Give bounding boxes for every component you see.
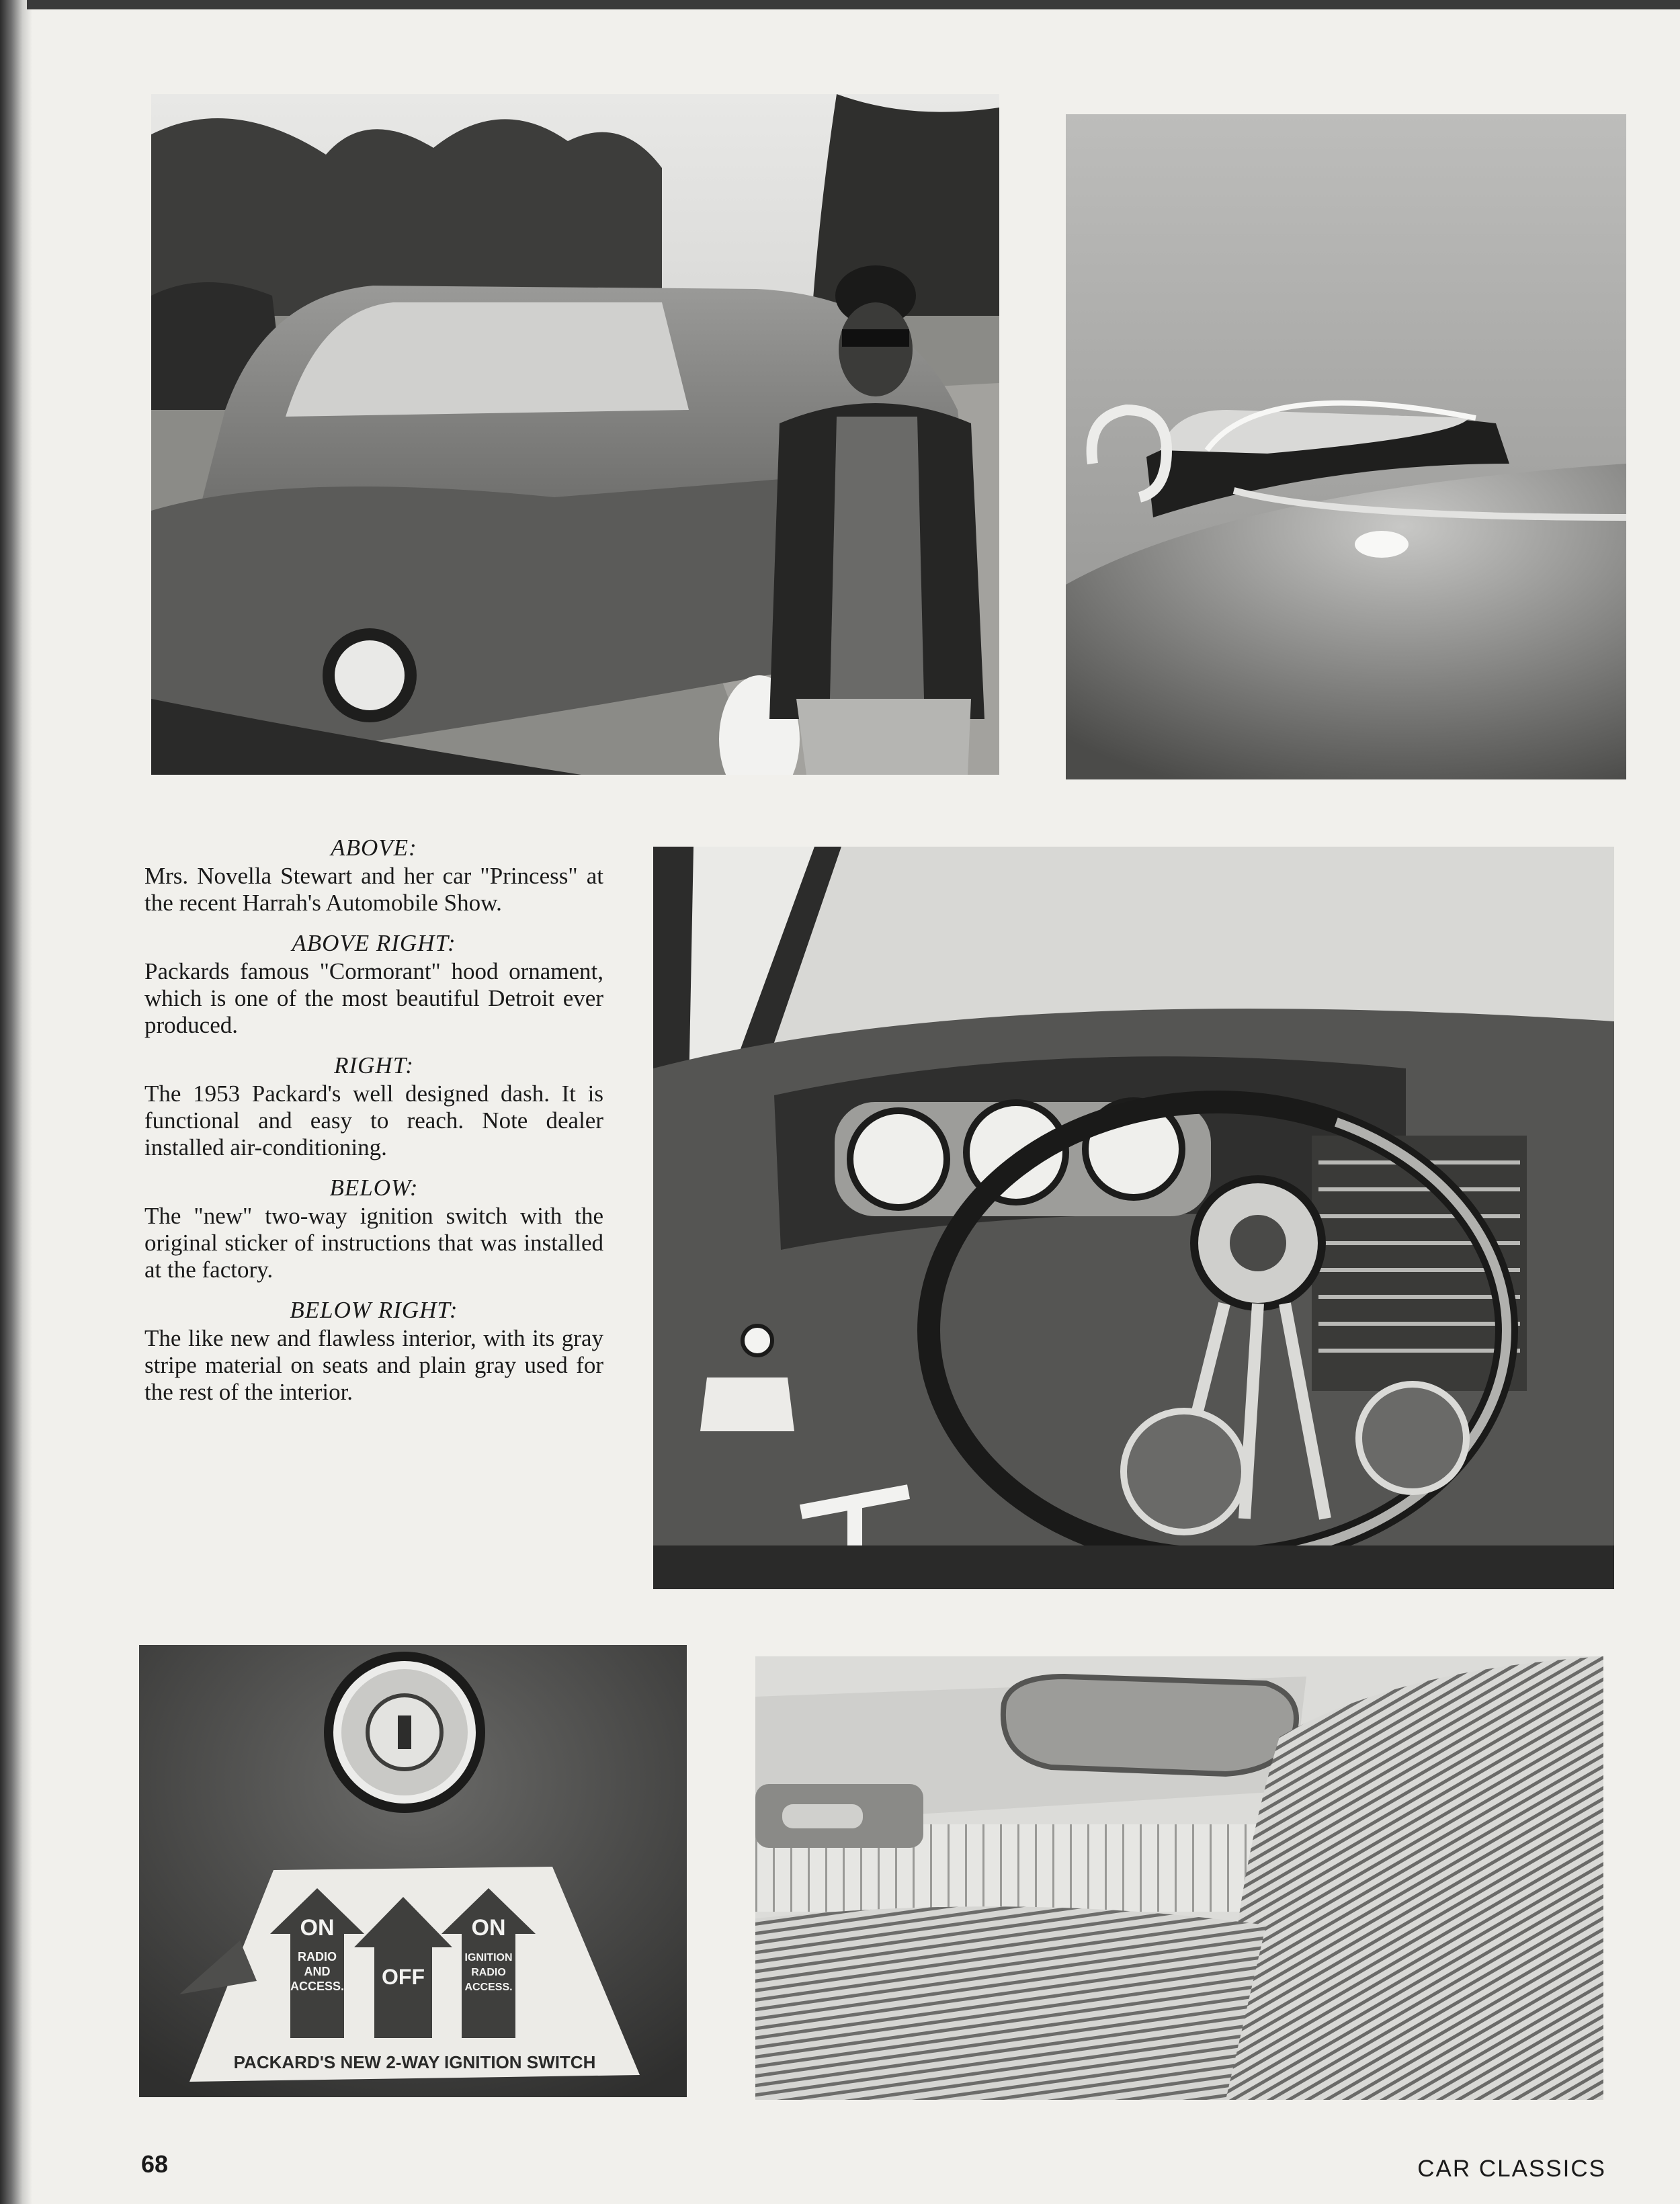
caption-below [144,1175,603,1283]
sticker-right-sub3: ACCESS. [464,1982,513,1993]
caption-text: Mrs. Novella Stewart and her car "Princess" at the recent Harrah's Automobile Show. [144,863,603,916]
caption-heading: ABOVE RIGHT: [292,930,456,956]
photo-1953-packard-dash [653,847,1614,1589]
caption-right [144,1052,603,1161]
page-number: 68 [141,2150,169,2178]
caption-text: The like new and flawless interior, with its gray stripe material on seats and plain gray used for the rest of the interior. [144,1325,603,1405]
photo-two-way-ignition-switch [139,1645,687,2097]
caption-heading: RIGHT: [334,1052,414,1078]
magazine-title: CAR CLASSICS [1417,2156,1606,2182]
page-top-edge [27,0,1680,9]
caption-text: The "new" two-way ignition switch with the original sticker of instructions that was installed at the factory. [144,1203,603,1283]
sticker-right-on: ON [471,1915,506,1941]
caption-block [144,835,603,1419]
caption-heading: BELOW RIGHT: [290,1297,458,1323]
photo-gray-stripe-interior [755,1656,1603,2100]
photo-cormorant-hood-ornament [1066,114,1626,779]
sticker-left-sub1: RADIO [298,1950,337,1963]
sticker-left-sub3: ACCESS. [290,1980,345,1993]
caption-above-right [144,930,603,1039]
sticker-middle-off: OFF [382,1965,425,1989]
caption-above [144,835,603,917]
sticker-right-sub1: IGNITION [464,1952,513,1963]
caption-heading: BELOW: [329,1175,419,1201]
caption-text: The 1953 Packard's well designed dash. It is functional and easy to reach. Note dealer installed air-conditioning. [144,1080,603,1160]
caption-heading: ABOVE: [331,835,417,861]
sticker-right-sub2: RADIO [471,1967,506,1978]
sticker-left-on: ON [300,1915,335,1941]
caption-text: Packards famous "Cormorant" hood ornament, which is one of the most beautiful Detroit ever produced. [144,958,603,1038]
photo-owner-with-car [151,94,999,775]
binding-spine [0,0,32,2204]
caption-below-right [144,1297,603,1406]
sticker-left-sub2: AND [304,1965,331,1978]
sticker-footer-text: PACKARD'S NEW 2-WAY IGNITION SWITCH [233,2052,596,2072]
